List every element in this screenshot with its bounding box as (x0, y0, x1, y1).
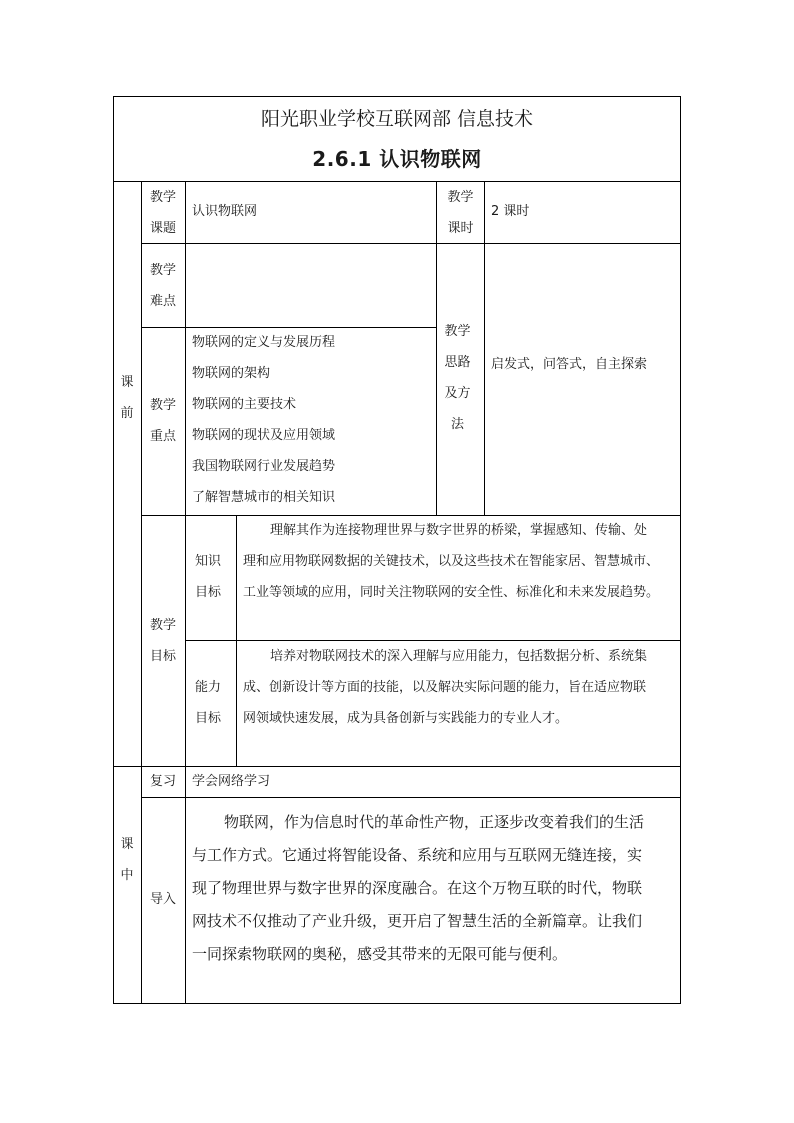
key-points-label: 教学 重点 (149, 398, 176, 444)
list-item: 物联网的架构 (192, 366, 271, 381)
knowledge-objective-label: 知识 目标 (194, 554, 221, 600)
course-topic-value: 认识物联网 (192, 204, 258, 219)
objectives-label: 教学 目标 (149, 618, 176, 664)
method-label: 教学 思路 及方 法 (444, 324, 471, 432)
intro-label: 导入 (149, 892, 176, 907)
section-pre-class: 课 前 (120, 375, 134, 421)
course-hours-value: 2 课时 (491, 204, 530, 219)
review-label: 复习 (149, 774, 176, 789)
knowledge-objective-text: 理解其作为连接物理世界与数字世界的桥梁，掌握感知、传输、处 理和应用物联网数据的关键技术，以及这些技术在智能家居、智慧城市、 工业等领域的应用，同时关注物联网的安全性、标准化和未来发展趋势。 (243, 523, 660, 600)
lesson-title: 2.6.1 认识物联网 (312, 147, 482, 171)
method-value: 启发式，问答式，自主探索 (491, 357, 648, 372)
course-hours-label: 教学 课时 (447, 190, 474, 236)
list-item: 我国物联网行业发展趋势 (192, 459, 336, 474)
school-line: 阳光职业学校互联网部 信息技术 (260, 108, 534, 130)
section-in-class: 课 中 (120, 837, 134, 883)
ability-objective-label: 能力 目标 (194, 680, 221, 726)
review-value: 学会网络学习 (192, 774, 271, 789)
difficulties-label: 教学 难点 (149, 263, 176, 309)
list-item: 物联网的主要技术 (192, 397, 297, 412)
ability-objective-text: 培养对物联网技术的深入理解与应用能力，包括数据分析、系统集 成、创新设计等方面的技能，以及解决实际问题的能力，旨在适应物联 网领域快速发展，成为具备创新与实践能力的专业人才。 (243, 649, 648, 726)
list-item: 物联网的定义与发展历程 (192, 335, 336, 350)
key-points-list (192, 327, 335, 513)
course-topic-label: 教学 课题 (149, 190, 176, 236)
list-item: 物联网的现状及应用领域 (192, 428, 336, 443)
intro-text: 物联网，作为信息时代的革命性产物，正逐步改变着我们的生活 与工作方式。它通过将智能设备、系统和应用与互联网无缝连接，实 现了物理世界与数字世界的深度融合。在这个万物互联的时代，物联 网技术不仅推动了产业升级，更开启了智慧生活的全新篇章。让我们 一同探索物联网的奥秘，感受其带来的无限可能与便利。 (192, 813, 645, 963)
list-item: 了解智慧城市的相关知识 (192, 490, 336, 505)
